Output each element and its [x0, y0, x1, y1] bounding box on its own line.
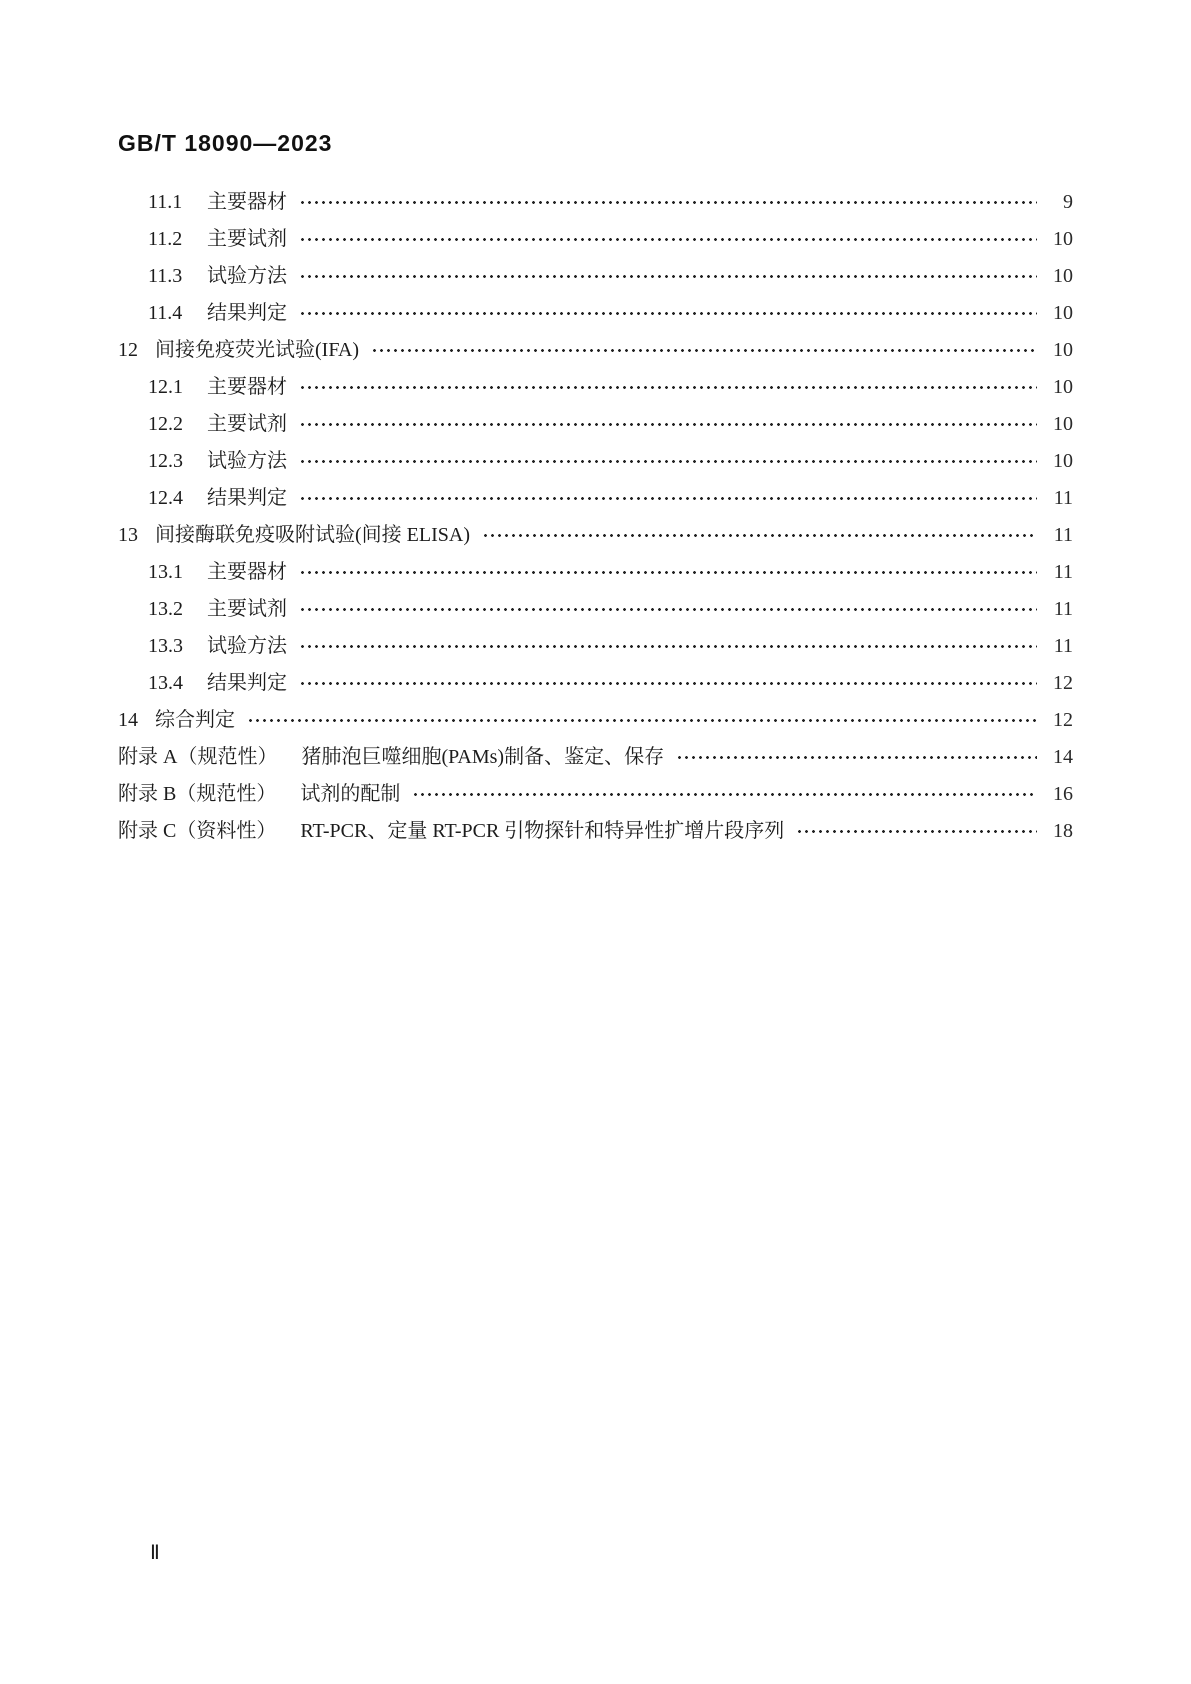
toc-entry-number: 13.3	[148, 635, 183, 657]
toc-entry-number: 附录 B（规范性）	[118, 783, 277, 805]
toc-entry-title: 试验方法	[207, 450, 287, 472]
toc-entry-title: 主要器材	[207, 191, 287, 213]
toc-entry-number: 13.1	[148, 561, 183, 583]
toc-entry	[118, 591, 1073, 628]
toc-entry-page: 10	[1053, 413, 1073, 435]
toc-entry-page: 11	[1053, 598, 1073, 620]
toc-entry-number: 12.1	[148, 376, 183, 398]
dot-leader	[299, 303, 1037, 324]
toc-entry-title: 结果判定	[207, 672, 287, 694]
toc-entry-page: 10	[1053, 339, 1073, 361]
toc-entry-page: 10	[1053, 450, 1073, 472]
dot-leader	[299, 562, 1037, 583]
toc-entry-title: 综合判定	[155, 709, 235, 731]
dot-leader	[299, 266, 1037, 287]
toc-entry-number: 13.2	[148, 598, 183, 620]
dot-leader	[299, 599, 1037, 620]
dot-leader	[412, 784, 1037, 805]
dot-leader	[247, 710, 1037, 731]
toc-entry-page: 12	[1053, 672, 1073, 694]
toc-entry-number: 12.3	[148, 450, 183, 472]
toc-entry-title: 主要器材	[207, 376, 287, 398]
toc-entry	[118, 295, 1073, 332]
dot-leader	[299, 414, 1037, 435]
toc-entry-title: 主要试剂	[207, 413, 287, 435]
toc-entry-number: 11.4	[148, 302, 183, 324]
toc-entry-page: 18	[1053, 820, 1073, 842]
toc-entry-number: 11.2	[148, 228, 183, 250]
toc-entry-number: 12.4	[148, 487, 183, 509]
dot-leader	[299, 451, 1037, 472]
toc-entry-number: 14	[118, 709, 138, 731]
toc-entry-number: 附录 C（资料性）	[118, 820, 277, 842]
dot-leader	[299, 488, 1037, 509]
toc-entry-number: 11.1	[148, 191, 183, 213]
toc-entry	[118, 443, 1073, 480]
dot-leader	[299, 673, 1037, 694]
dot-leader	[299, 377, 1037, 398]
toc-entry-number: 13	[118, 524, 138, 546]
toc-entry-page: 14	[1053, 746, 1073, 768]
dot-leader	[299, 636, 1037, 657]
dot-leader	[371, 340, 1037, 361]
standard-number-header: GB/T 18090—2023	[118, 130, 333, 156]
toc-entry-number: 12	[118, 339, 138, 361]
toc-entry	[118, 517, 1073, 554]
toc-entry	[118, 739, 1073, 776]
toc-entry-title: 试剂的配制	[300, 783, 401, 805]
toc-entry-page: 11	[1053, 487, 1073, 509]
toc-entry-title: 主要试剂	[207, 598, 287, 620]
toc-entry	[118, 628, 1073, 665]
toc-entry	[118, 406, 1073, 443]
toc-entry-title: 试验方法	[207, 635, 287, 657]
dot-leader	[676, 747, 1037, 768]
dot-leader	[299, 192, 1037, 213]
toc-entry-title: 结果判定	[207, 487, 287, 509]
toc-entry	[118, 369, 1073, 406]
toc-entry	[118, 702, 1073, 739]
toc-entry-page: 11	[1053, 561, 1073, 583]
toc-entry-page: 10	[1053, 376, 1073, 398]
toc-entry	[118, 776, 1073, 813]
toc-entry-title: 试验方法	[207, 265, 287, 287]
toc-entry-page: 11	[1053, 524, 1073, 546]
toc-entry-title: 间接免疫荧光试验(IFA)	[155, 339, 360, 361]
toc-entry-number: 12.2	[148, 413, 183, 435]
toc-entry	[118, 184, 1073, 221]
toc-entry-number: 11.3	[148, 265, 183, 287]
toc-entry	[118, 813, 1073, 850]
toc-entry-page: 12	[1053, 709, 1073, 731]
toc-entry-title: 主要器材	[207, 561, 287, 583]
toc-entry-page: 16	[1053, 783, 1073, 805]
toc-entry	[118, 332, 1073, 369]
toc-entry-page: 10	[1053, 302, 1073, 324]
toc-entry	[118, 480, 1073, 517]
toc-entry	[118, 221, 1073, 258]
toc-entry-number: 附录 A（规范性）	[118, 746, 278, 768]
toc-entry-page: 11	[1053, 635, 1073, 657]
toc-entry-page: 10	[1053, 265, 1073, 287]
toc-entry	[118, 665, 1073, 702]
dot-leader	[482, 525, 1037, 546]
dot-leader	[796, 821, 1037, 842]
toc-entry	[118, 258, 1073, 295]
toc-entry-title: RT-PCR、定量 RT-PCR 引物探针和特异性扩增片段序列	[300, 820, 785, 842]
toc-entry-title: 间接酶联免疫吸附试验(间接 ELISA)	[155, 524, 470, 546]
page-number-footer: Ⅱ	[150, 1542, 160, 1564]
toc-entry-page: 10	[1053, 228, 1073, 250]
toc-list	[118, 184, 1073, 850]
dot-leader	[299, 229, 1037, 250]
toc-entry-title: 结果判定	[207, 302, 287, 324]
toc-entry-number: 13.4	[148, 672, 183, 694]
toc-entry-page: 9	[1063, 191, 1073, 213]
toc-entry-title: 主要试剂	[207, 228, 287, 250]
toc-entry	[118, 554, 1073, 591]
toc-entry-title: 猪肺泡巨噬细胞(PAMs)制备、鉴定、保存	[301, 746, 665, 768]
